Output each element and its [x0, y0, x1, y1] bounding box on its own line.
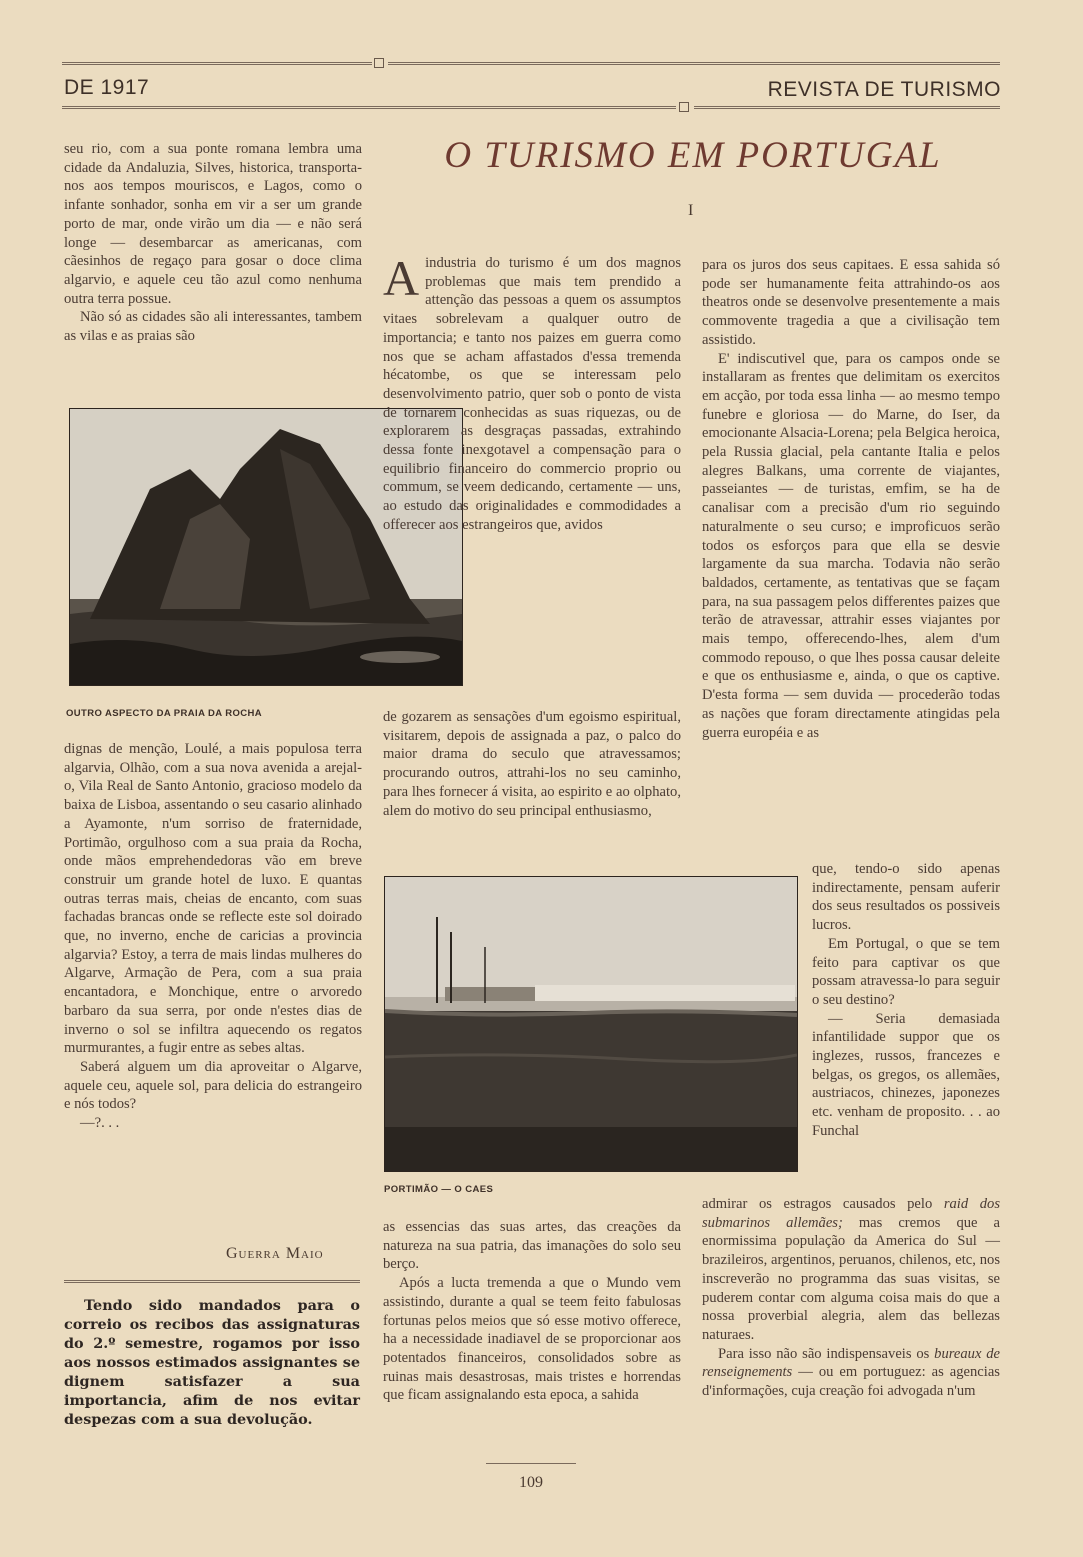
middle-column-bottom	[383, 1218, 681, 1405]
right-p5-text-a: Para isso não são indispensaveis os	[718, 1345, 935, 1362]
page-number: 109	[519, 1474, 543, 1491]
header-ornament-box-2	[679, 102, 689, 112]
middle-paragraph-2: as essencias das suas artes, das creações da natureza na sua patria, das imanações do solo seu berço.	[383, 1219, 681, 1273]
right-paragraph-1: para os juros dos seus capitaes. E essa sahida só pode ser humanamente feita attrahindo-os aos theatros onde se desenvolve presentemente a mais commovente tragedia a que a civilisação tem assistido.	[702, 257, 1000, 348]
page-number-rule	[486, 1463, 576, 1464]
right-column-narrow	[812, 860, 1000, 1141]
middle-paragraph-1-cont: de gozarem as sensações d'um egoismo espiritual, visitarem, depois de assignada a paz, o palco do maior drama do seculo que atravessamos; procurando outros, attrahi-los no seu caminho, para lhes fornecer á visita, ao espirito e ao olphato, alem do motivo do seu principal enthusiasmo,	[383, 709, 681, 819]
right-paragraph-2: E' indiscutivel que, para os campos onde se installaram as frentes que delimitam os exercitos em acção, por toda essa linha — ao mesmo tempo funebre e gloriosa — do Marne, do Iser, da emocionante Alsacia-Lorena; pela Belgica heroica, pela Russia glacial, pela cantante Italia e pelos alegres Balkans, uma corrente de viajantes, passeiantes — de turistas, emfim, se ha de canalisar com a precisão d'um rio seguindo naturalmente o seu curso; e improficuos serão todos os esforços para que ella se desvie largamente da sua marcha. Todavia não serão baldados, certamente, as tentativas que se façam para, na sua passagem pelos differentes paizes que terão de atravessar, attrahir esses viajantes por mais tempo, offerecendo-lhes, alem d'um commodo repouso, o que lhes possa causar deleite e que os enthusiasme e, ainda, o que os captive. D'esta forma — sem duvida — procederão todas as nações que foram directamente atingidas pela guerra européia e as	[702, 350, 1000, 741]
header-top-rule-right	[388, 62, 1000, 65]
header-right: REVISTA DE TURISMO	[767, 78, 1001, 101]
photo2-caption: PORTIMÃO — O CAES	[384, 1184, 494, 1195]
photo-portimao-caes	[384, 876, 798, 1172]
middle-paragraph-1	[383, 250, 681, 535]
right-paragraph-2-narrow: que, tendo-o sido apenas indirectamente, pensam auferir dos seus resultados os possiveis lucros.	[812, 861, 1000, 934]
photo1-caption: OUTRO ASPECTO DA PRAIA DA ROCHA	[66, 708, 263, 719]
right-p5-text-b: — ou em portuguez: as agencias d'informações, cuja creação foi advogada n'um	[702, 1364, 1000, 1400]
left-column-bottom	[64, 740, 362, 1133]
right-paragraph-4-cont	[702, 1195, 1000, 1345]
drop-cap: A	[383, 250, 420, 306]
right-paragraph-3: Em Portugal, o que se tem feito para captivar os que possam atravessa-lo para seguir o seu destino?	[812, 935, 1000, 1008]
header-left: DE 1917	[64, 76, 150, 99]
right-column-bottom	[702, 1195, 1000, 1401]
section-numeral: I	[688, 202, 694, 219]
right-paragraph-5	[702, 1345, 1000, 1401]
middle-paragraph-3: Após a lucta tremenda a que o Mundo vem assistindo, durante a qual se teem feito fabulosas fortunas pelos meios que só esse motivo offerece, ha a necessidade inadiavel de se proporcionar aos potentados financeiros, consolidados sobre as ruinas mais desastrosas, mais tristes e horrendas que ficam assignalando esta epoca, a sahida	[383, 1275, 681, 1404]
right-p4-text-b: mas cremos que a enormissima população da America do Sul — brazileiros, argentinos, peruanos, chilenos, etc, nos inscreverão no programma das suas visitas, se puderem contar com alguma coisa mais do que a nossa proverbial alegria, alem das bellezas naturaes.	[702, 1214, 1000, 1343]
left-column-top	[64, 140, 362, 346]
article-title: O TURISMO EM PORTUGAL	[444, 135, 942, 176]
header-ornament-box	[374, 58, 384, 68]
middle-paragraph-1-text: industria do turismo é um dos magnos problemas que mais tem prendido a attenção das pessoas a quem os assumptos vitaes sobrelevam a qualquer outro de importancia; e tanto nos paizes em guerra como nos que se acham affastados d'essa tremenda hécatombe, os que se interessam pelo desenvolvimento patrio, quer sob o ponto de vista de tornarem conhecidas as suas riquezas, ou de explorarem as desgraças passadas, extrahindo dessa fonte inexgotavel a compensação para o equilibrio financeiro do commercio proprio ou commum, se veem dedicando, certamente — uns, ao estudo das originalidades e commodidades a offerecer aos estrangeiros que, avidos	[383, 255, 681, 533]
header-top-rule	[62, 62, 372, 65]
left-paragraph-1: seu rio, com a sua ponte romana lembra uma cidade da Andaluzia, Silves, historica, transporta-nos aos tempos mouriscos, e Lagos, como o infante sonhador, sonha em vir a ser um grande porto de mar, onde virão um dia — e não será longe — desembarcar as americanas, com cãesinhos de regaço para gosar o doce clima algarvio, e aquele ceu tão azul como nenhuma outra terra possue.	[64, 141, 362, 307]
left-paragraph-3: dignas de menção, Loulé, a mais populosa terra algarvia, Olhão, com a sua nova avenida a arejal-o, Vila Real de Santo Antonio, gracioso modelo da baixa de Lisboa, assentando o seu casario alinhado a Ayamonte, n'um sorriso de fraternidade, Portimão, orgulhoso com a sua praia da Rocha, onde mãos emprehendedoras vão em breve construir um grande hotel de luxo. E quantas outras terras mais, cheias de encanto, com suas fachadas brancas onde se reflecte este sol doirado que, no inverno, enche de caricias a provincia algarvia? Estoy, a terra de mais lindas mulheres do Algarve, Armação de Pera, com a sua praia encantadora, e Monchique, entre o arvoredo barbaro da sua serra, por onde n'estes dias de inverno o sol se infiltra aquecendo os regatos murmurantes, a fugir entre as sebes altas.	[64, 741, 362, 1057]
right-p4-italic: raid dos submarinos allemães;	[702, 1196, 1000, 1231]
notice-top-rule	[64, 1280, 360, 1283]
right-column-top	[702, 256, 1000, 742]
left-paragraph-4: Saberá alguem um dia aproveitar o Algarve, aquele ceu, aquele sol, para delicia do estrangeiro e nós todos?	[64, 1058, 362, 1113]
right-paragraph-4: — Seria demasiada infantilidade suppor que os inglezes, russos, francezes e belgas, os gregos, os allemães, austriacos, chinezes, japonezes etc. venham de proposito. . . ao Funchal	[812, 1010, 1000, 1139]
left-paragraph-2: Não só as cidades são ali interessantes, tambem as vilas e as praias são	[64, 309, 362, 345]
left-paragraph-4-end: —?. . .	[80, 1115, 120, 1132]
article-signature: Guerra Maio	[226, 1245, 324, 1262]
right-p4-text-a: admirar os estragos causados pelo	[702, 1196, 944, 1212]
middle-column-top	[383, 250, 681, 535]
middle-column-continue	[383, 708, 681, 820]
header-bottom-rule-left	[62, 106, 676, 109]
harbour-illustration	[385, 877, 797, 1171]
right-p5-italic: bureaux de renseignements	[702, 1345, 1001, 1381]
header-bottom-rule-right	[694, 106, 1000, 109]
subscription-notice: Tendo sido mandados para o correio os recibos das assignaturas do 2.º semestre, rogamos por isso aos nossos estimados assignantes se dignem satisfazer a sua importancia, afim de nos evitar despezas com a sua devolução.	[64, 1297, 360, 1428]
